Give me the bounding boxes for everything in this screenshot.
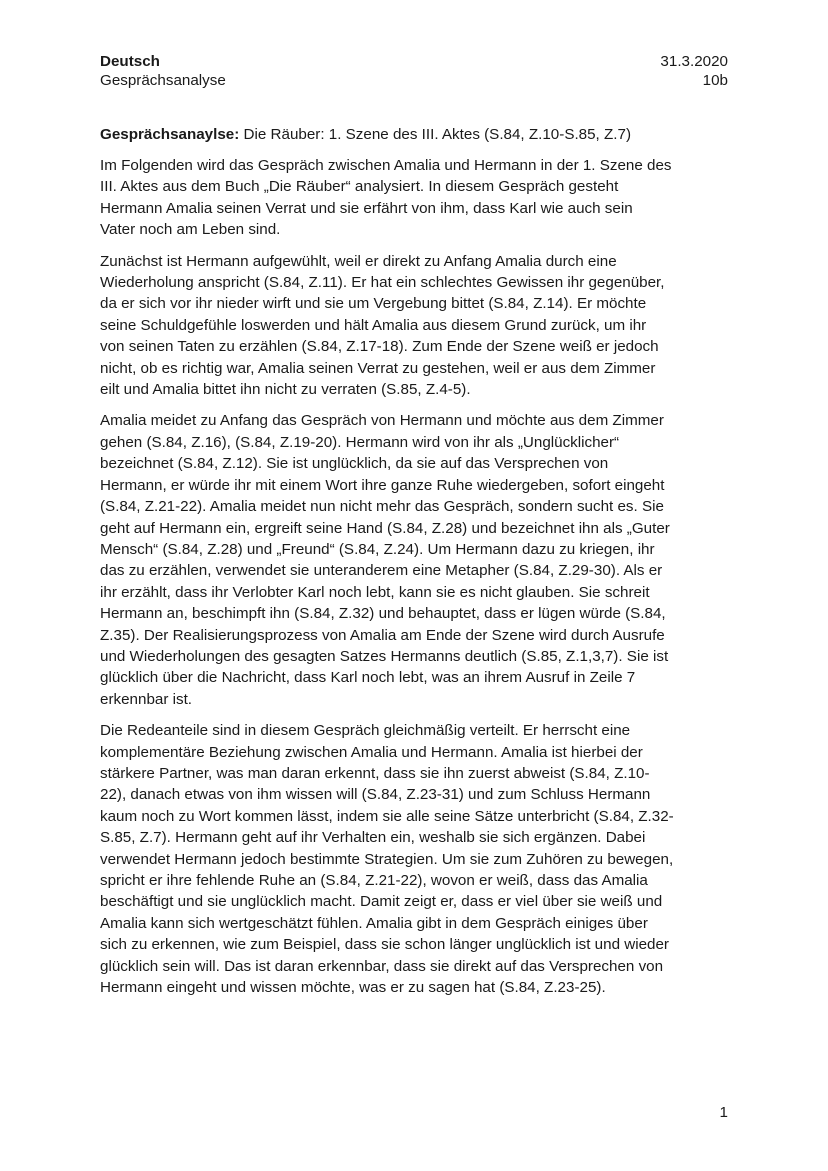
text-line: beschäftigt und sie unglücklich macht. Damit zeigt er, dass er viel über sie weiß und: [100, 893, 663, 911]
text-line: geht auf Hermann ein, ergreift seine Hand (S.84, Z.28) und bezeichnet ihn als „Guter: [100, 519, 670, 537]
text-line: stärkere Partner, was man daran erkennt, dass sie ihn zuerst abweist (S.84, Z.10-: [100, 764, 650, 782]
text-line: Z.35). Der Realisierungsprozess von Amalia am Ende der Szene wird durch Ausrufe: [100, 626, 665, 644]
text-line: erkennbar ist.: [100, 690, 193, 708]
text-line: Die Redeanteile sind in diesem Gespräch gleichmäßig verteilt. Er herrscht eine: [100, 722, 631, 740]
text-line: da er sich vor ihr nieder wirft und sie um Vergebung bittet (S.84, Z.14). Er möchte: [100, 295, 647, 313]
text-line: seine Schuldgefühle loswerden und hält Amalia aus diesem Grund zurück, um ihr: [100, 316, 647, 334]
date: 31.3.2020: [660, 53, 728, 70]
page-header: [100, 52, 728, 90]
title-label: Gesprächsanaylse:: [100, 126, 240, 143]
text-line: sich zu erkennen, wie zum Beispiel, dass sie schon länger unglücklich ist und wieder: [100, 936, 669, 954]
text-line: nicht, ob es richtig war, Amalia seinen Verrat zu gestehen, weil er aus dem Zimmer: [100, 359, 656, 377]
text-line: bezeichnet (S.84, Z.12). Sie ist unglücklich, da sie auf das Versprechen von: [100, 455, 609, 473]
text-line: Vater noch am Leben sind.: [100, 221, 281, 239]
text-line: spricht er ihre fehlende Ruhe an (S.84, Z.21-22), wovon er weiß, dass das Amalia: [100, 872, 648, 889]
page-number: 1: [719, 1104, 728, 1121]
text-line: glücklich über die Nachricht, dass Karl noch lebt, was an ihrem Ausruf in Zeile 7: [100, 669, 636, 687]
text-line: Amalia kann sich wertgeschätzt fühlen. Amalia gibt in dem Gespräch einiges über: [100, 914, 648, 932]
paragraph: [100, 155, 740, 241]
title-text: Die Räuber: 1. Szene des III. Aktes (S.84, Z.10-S.85, Z.7): [239, 126, 631, 143]
text-line: verwendet Hermann jedoch bestimmte Strategien. Um sie zum Zuhören zu bewegen,: [100, 850, 674, 868]
text-line: Hermann, er würde ihr mit einem Wort ihre ganze Ruhe wiedergeben, sofort eingeht: [100, 476, 665, 494]
document-body: [100, 124, 740, 1008]
text-line: und Wiederholungen des gesagten Satzes Hermanns deutlich (S.85, Z.1,3,7). Sie ist: [100, 647, 669, 665]
text-line: Hermann eingeht und wissen möchte, was er zu sagen hat (S.84, Z.23-25).: [100, 979, 606, 997]
text-line: komplementäre Beziehung zwischen Amalia und Hermann. Amalia ist hierbei der: [100, 743, 643, 761]
text-line: gehen (S.84, Z.16), (S.84, Z.19-20). Hermann wird von ihr als „Unglücklicher“: [100, 433, 620, 451]
text-line: eilt und Amalia bittet ihn nicht zu verraten (S.85, Z.4-5).: [100, 381, 471, 399]
text-line: S.85, Z.7). Hermann geht auf ihr Verhalten ein, weshalb sie sich ergänzen. Dabei: [100, 829, 646, 847]
text-line: (S.84, Z.21-22). Amalia meidet nun nicht mehr das Gespräch, sondern sucht es. Sie: [100, 498, 664, 516]
text-line: kaum noch zu Wort kommen lässt, indem sie alle seine Sätze unterbricht (S.84, Z.32-: [100, 807, 674, 825]
paragraph: [100, 251, 740, 401]
class: 10b: [702, 72, 728, 89]
topic: Gesprächsanalyse: [100, 72, 226, 89]
text-line: 22), danach etwas von ihm wissen will (S.84, Z.23-31) und zum Schluss Hermann: [100, 786, 651, 804]
text-line: glücklich sein will. Das ist daran erkennbar, dass sie direkt auf das Versprechen von: [100, 957, 664, 975]
text-line: Amalia meidet zu Anfang das Gespräch von Hermann und möchte aus dem Zimmer: [100, 412, 664, 430]
text-line: Im Folgenden wird das Gespräch zwischen Amalia und Hermann in der 1. Szene des: [100, 157, 672, 174]
text-line: III. Aktes aus dem Buch „Die Räuber“ analysiert. In diesem Gespräch gesteht: [100, 178, 619, 196]
text-line: das zu erzählen, verwendet sie unteranderem eine Metapher (S.84, Z.29-30). Als er: [100, 562, 663, 580]
text-line: Hermann an, beschimpft ihn (S.84, Z.32) und behauptet, dass er lügen würde (S.84,: [100, 605, 666, 623]
text-line: von seinen Taten zu erzählen (S.84, Z.17-18). Zum Ende der Szene weiß er jedoch: [100, 338, 659, 356]
text-line: Mensch“ (S.84, Z.28) und „Freund“ (S.84, Z.24). Um Hermann dazu zu kriegen, ihr: [100, 540, 655, 558]
text-line: Wiederholung anspricht (S.84, Z.11). Er hat ein schlechtes Gewissen ihr gegenüber,: [100, 274, 665, 292]
paragraph: [100, 720, 740, 998]
text-line: Hermann Amalia seinen Verrat und sie erfährt von ihm, dass Karl wie auch sein: [100, 199, 633, 217]
subject: Deutsch: [100, 53, 160, 70]
text-line: Zunächst ist Hermann aufgewühlt, weil er direkt zu Anfang Amalia durch eine: [100, 252, 617, 270]
document-title: [100, 124, 740, 145]
paragraph: [100, 410, 740, 710]
text-line: ihr erzählt, dass ihr Verlobter Karl noch lebt, kann sie es nicht glauben. Sie schreit: [100, 583, 650, 601]
